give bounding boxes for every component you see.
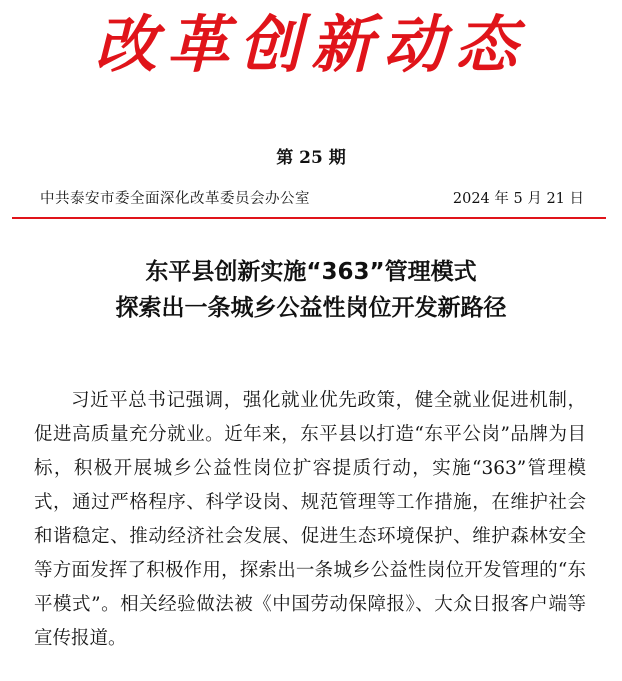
- article-paragraph: 习近平总书记强调，强化就业优先政策，健全就业促进机制，促进高质量充分就业。近年来，东平县以打造“东平公岗”品牌为目标，积极开展城乡公益性岗位扩容提质行动，实施“363”管理模式，通过严格程序、科学设岗、规范管理等工作措施，在维护社会和谐稳定、推动经济社会发展、促进生态环境保护、维护森林安全等方面发挥了积极作用，探索出一条城乡公益性岗位开发管理的“东平模式”。相关经验做法被《中国劳动保障报》、大众日报客户端等宣传报道。: [34, 390, 586, 649]
- red-divider-line: [12, 217, 606, 219]
- issuing-office: 中共泰安市委全面深化改革委员会办公室: [40, 191, 310, 207]
- headline-line-2: 探索出一条城乡公益性岗位开发新路径: [115, 295, 507, 321]
- issue-number: 第 25 期: [276, 148, 346, 168]
- headline-line-1: 东平县创新实施“363”管理模式: [145, 259, 477, 285]
- issue-date: 2024 年 5 月 21 日: [452, 191, 584, 207]
- masthead-title: 改革创新动态: [94, 8, 527, 81]
- article-headline: [0, 254, 622, 326]
